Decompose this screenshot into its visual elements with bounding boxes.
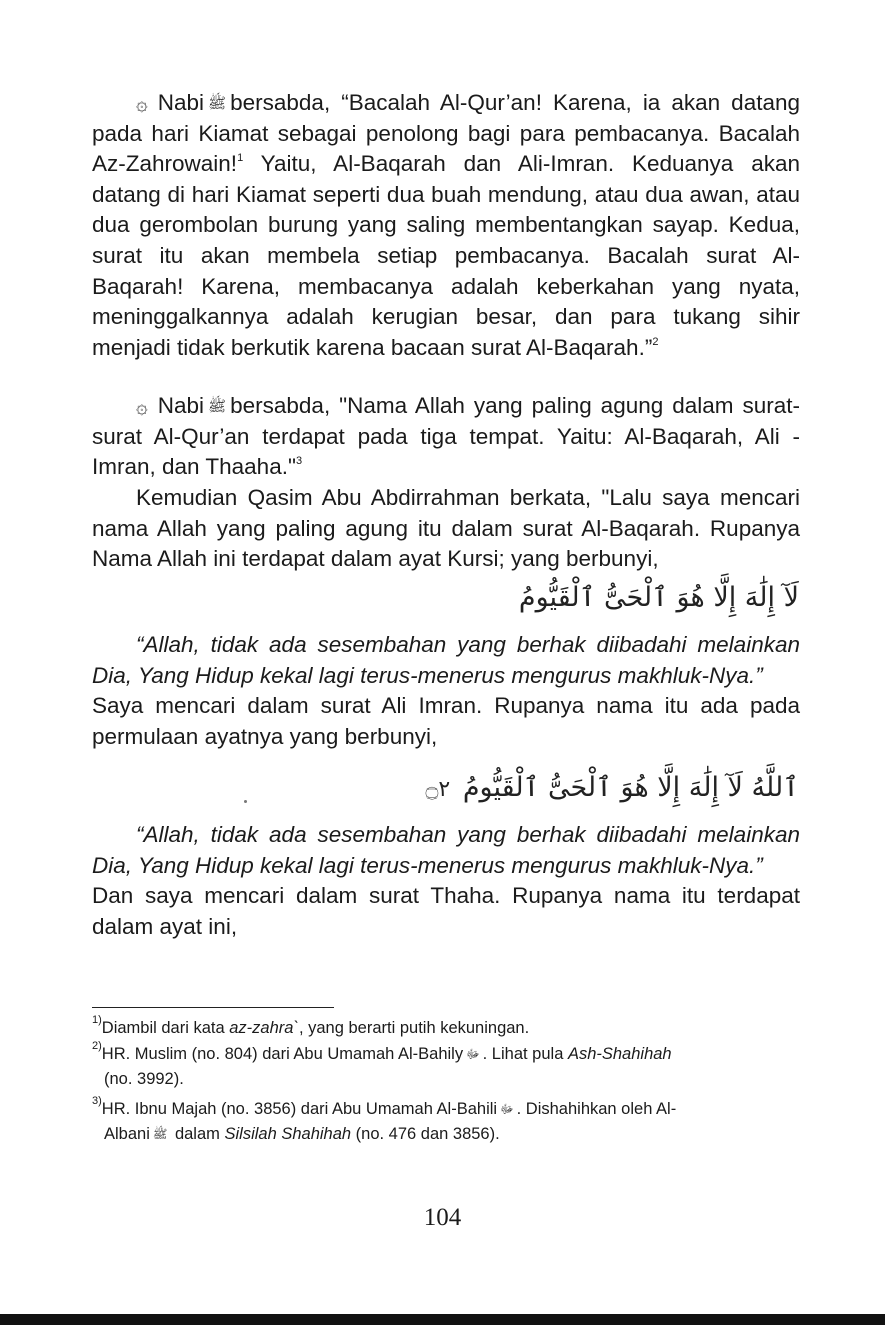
source-title: Silsilah Shahihah [224,1125,352,1143]
paragraph-ali-imran: Saya mencari dalam surat Ali Imran. Rupanya nama itu ada pada permulaan ayatnya yang berbunyi, [92,693,800,749]
footnote-number: 2) [92,1040,102,1052]
text: Nabi [157,90,204,115]
honorific-glyph-icon: ﷺ [152,1127,168,1141]
term: az-zahra` [229,1019,299,1037]
page-number: 104 [423,1204,462,1231]
translation-1: “Allah, tidak ada sesembahan yang berhak diibadahi melainkan Dia, Yang Hidup kekal lagi terus-menerus mengurus makhluk-Nya.” [92,632,800,688]
footnote-2 [92,1042,802,1067]
footnote-ref[interactable]: 2 [652,335,659,348]
paragraph-qasim: Kemudian Qasim Abu Abdirrahman berkata, "Lalu saya mencari nama Allah yang paling agung itu dalam surat Al-Baqarah. Rupanya Nama Allah ini terdapat dalam ayat Kursi; yang berbunyi, [92,485,800,572]
honorific-glyph-icon: ﷺ [208,94,227,112]
text: dalam [170,1125,225,1143]
paragraph-thaha: Dan saya mencari dalam surat Thaha. Rupanya nama itu terdapat dalam ayat ini, [92,883,800,939]
honorific-glyph-icon: ﷻ [500,1102,514,1116]
translation-2: “Allah, tidak ada sesembahan yang berhak diibadahi melainkan Dia, Yang Hidup kekal lagi terus-menerus mengurus makhluk-Nya.” [92,822,800,878]
footnote-ref[interactable]: 3 [295,455,303,468]
text: HR. Ibnu Majah (no. 3856) dari Abu Umamah Al-Bahili [101,1100,498,1118]
text: Diambil dari kata [101,1019,230,1037]
honorific-glyph-icon: ﷻ [466,1047,480,1061]
footnote-3 [92,1097,802,1122]
speck [244,800,247,803]
footnote-number: 1) [92,1014,102,1026]
footnote-number: 3) [92,1095,102,1107]
footnote-divider [92,1007,334,1008]
text: Nabi [157,393,204,418]
text: bersabda, "Nama Allah yang paling agung dalam surat-surat Al-Qur’an terdapat pada tiga tempat. Yaitu: Al-Baqarah, Ali -Imran, dan Thaaha." [92,393,800,480]
text: (no. 476 dan 3856). [351,1125,500,1143]
footnote-3-cont [92,1122,814,1147]
paragraph-hadith-1 [92,88,800,363]
text: bersabda, “Bacalah Al-Qur’an! Karena, ia akan datang pada hari Kiamat sebagai penolong bagi para pembacanya. Bacalah Az-Zahrowain! [92,90,800,177]
ayah-number-icon: ۝٢ [425,777,451,802]
source-title: Ash-Shahihah [567,1045,672,1063]
ornament-icon: ۞ [136,394,148,418]
text: . Dishahihkan oleh Al- [516,1100,677,1118]
text: Albani [104,1125,150,1143]
footnote-2-cont: (no. 3992). [104,1070,184,1088]
text: , yang berarti putih kekuningan. [298,1019,530,1037]
text: . Lihat pula [482,1045,568,1063]
text: HR. Muslim (no. 804) dari Abu Umamah Al-Bahily [101,1045,464,1063]
footnote-1 [92,1016,802,1041]
honorific-glyph-icon: ﷺ [208,397,227,415]
arabic-verse-1: لَآ إِلَٰهَ إِلَّا هُوَ ٱلْحَىُّ ٱلْقَيُّومُ [518,582,799,613]
footnote-ref[interactable]: 1 [237,152,244,165]
paragraph-hadith-2 [92,391,800,483]
arabic-verse-2-text: ٱللَّهُ لَآ إِلَٰهَ إِلَّا هُوَ ٱلْحَىُّ ٱلْقَيُّومُ [462,772,799,803]
arabic-verse-2 [426,768,799,810]
scan-edge [0,1314,885,1325]
text: Yaitu, Al-Baqarah dan Ali-Imran. Keduanya akan datang di hari Kiamat seperti dua buah mendung, atau dua awan, atau dua gerombolan burung yang saling membentangkan sayap. Kedua, surat itu akan membela setiap pembacanya. Bacalah surat Al-Baqarah! Karena, membacanya adalah keberkahan yang nyata, meninggalkannya adalah kerugian besar, dan para tukang sihir menjadi tidak berkutik karena bacaan surat Al-Baqarah.” [92,151,800,360]
ornament-icon: ۞ [136,91,148,115]
